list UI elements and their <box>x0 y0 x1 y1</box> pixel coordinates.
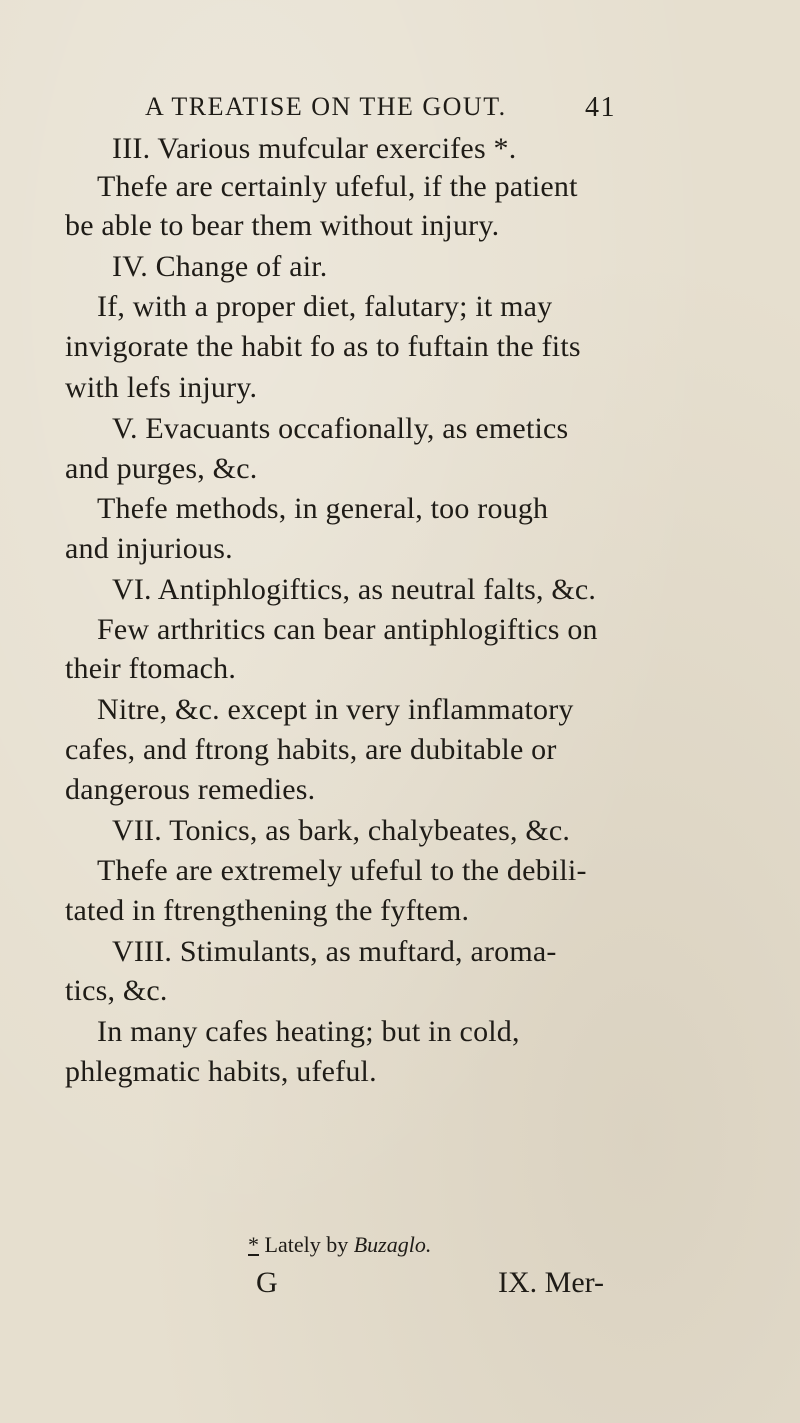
text-line: be able to bear them without injury. <box>65 209 500 242</box>
text-line: VII. Tonics, as bark, chalybeates, &c. <box>112 814 571 847</box>
running-head <box>145 92 745 122</box>
footnote-mark: * <box>248 1232 259 1257</box>
text-line: IV. Change of air. <box>112 250 328 283</box>
text-line: In many cafes heating; but in cold, <box>97 1015 520 1048</box>
text-line: phlegmatic habits, ufeful. <box>65 1055 377 1088</box>
catchword: IX. Mer- <box>498 1266 605 1299</box>
footnote-author: Buzaglo. <box>353 1232 432 1257</box>
text-line: their ftomach. <box>65 652 237 685</box>
text-line: and purges, &c. <box>65 452 258 485</box>
text-line: Thefe are certainly ufeful, if the patient <box>97 170 578 203</box>
text-line: Nitre, &c. except in very inflammatory <box>97 693 574 726</box>
text-line: with lefs injury. <box>65 371 258 404</box>
text-line: III. Various mufcular exercifes *. <box>112 132 517 165</box>
footnote <box>248 1232 431 1258</box>
text-line: If, with a proper diet, falutary; it may <box>97 290 553 323</box>
text-line: VIII. Stimulants, as muftard, aroma- <box>112 935 557 968</box>
text-line: cafes, and ftrong habits, are dubitable or <box>65 733 557 766</box>
text-line: Thefe methods, in general, too rough <box>97 492 549 525</box>
text-line: VI. Antiphlogiftics, as neutral falts, &c. <box>112 573 597 606</box>
text-line: invigorate the habit fo as to fuftain the fits <box>65 330 581 363</box>
signature-mark: G <box>256 1266 278 1299</box>
text-line: dangerous remedies. <box>65 773 316 806</box>
text-line: Few arthritics can bear antiphlogiftics on <box>97 613 598 646</box>
running-head-title: A TREATISE ON THE GOUT. <box>145 92 507 121</box>
text-line: V. Evacuants occafionally, as emetics <box>112 412 569 445</box>
text-line: tics, &c. <box>65 974 168 1007</box>
text-line: tated in ftrengthening the fyftem. <box>65 894 470 927</box>
page-number: 41 <box>585 92 616 123</box>
text-line: Thefe are extremely ufeful to the debili- <box>97 854 587 887</box>
footnote-text: Lately by <box>264 1232 349 1257</box>
text-line: and injurious. <box>65 532 233 565</box>
